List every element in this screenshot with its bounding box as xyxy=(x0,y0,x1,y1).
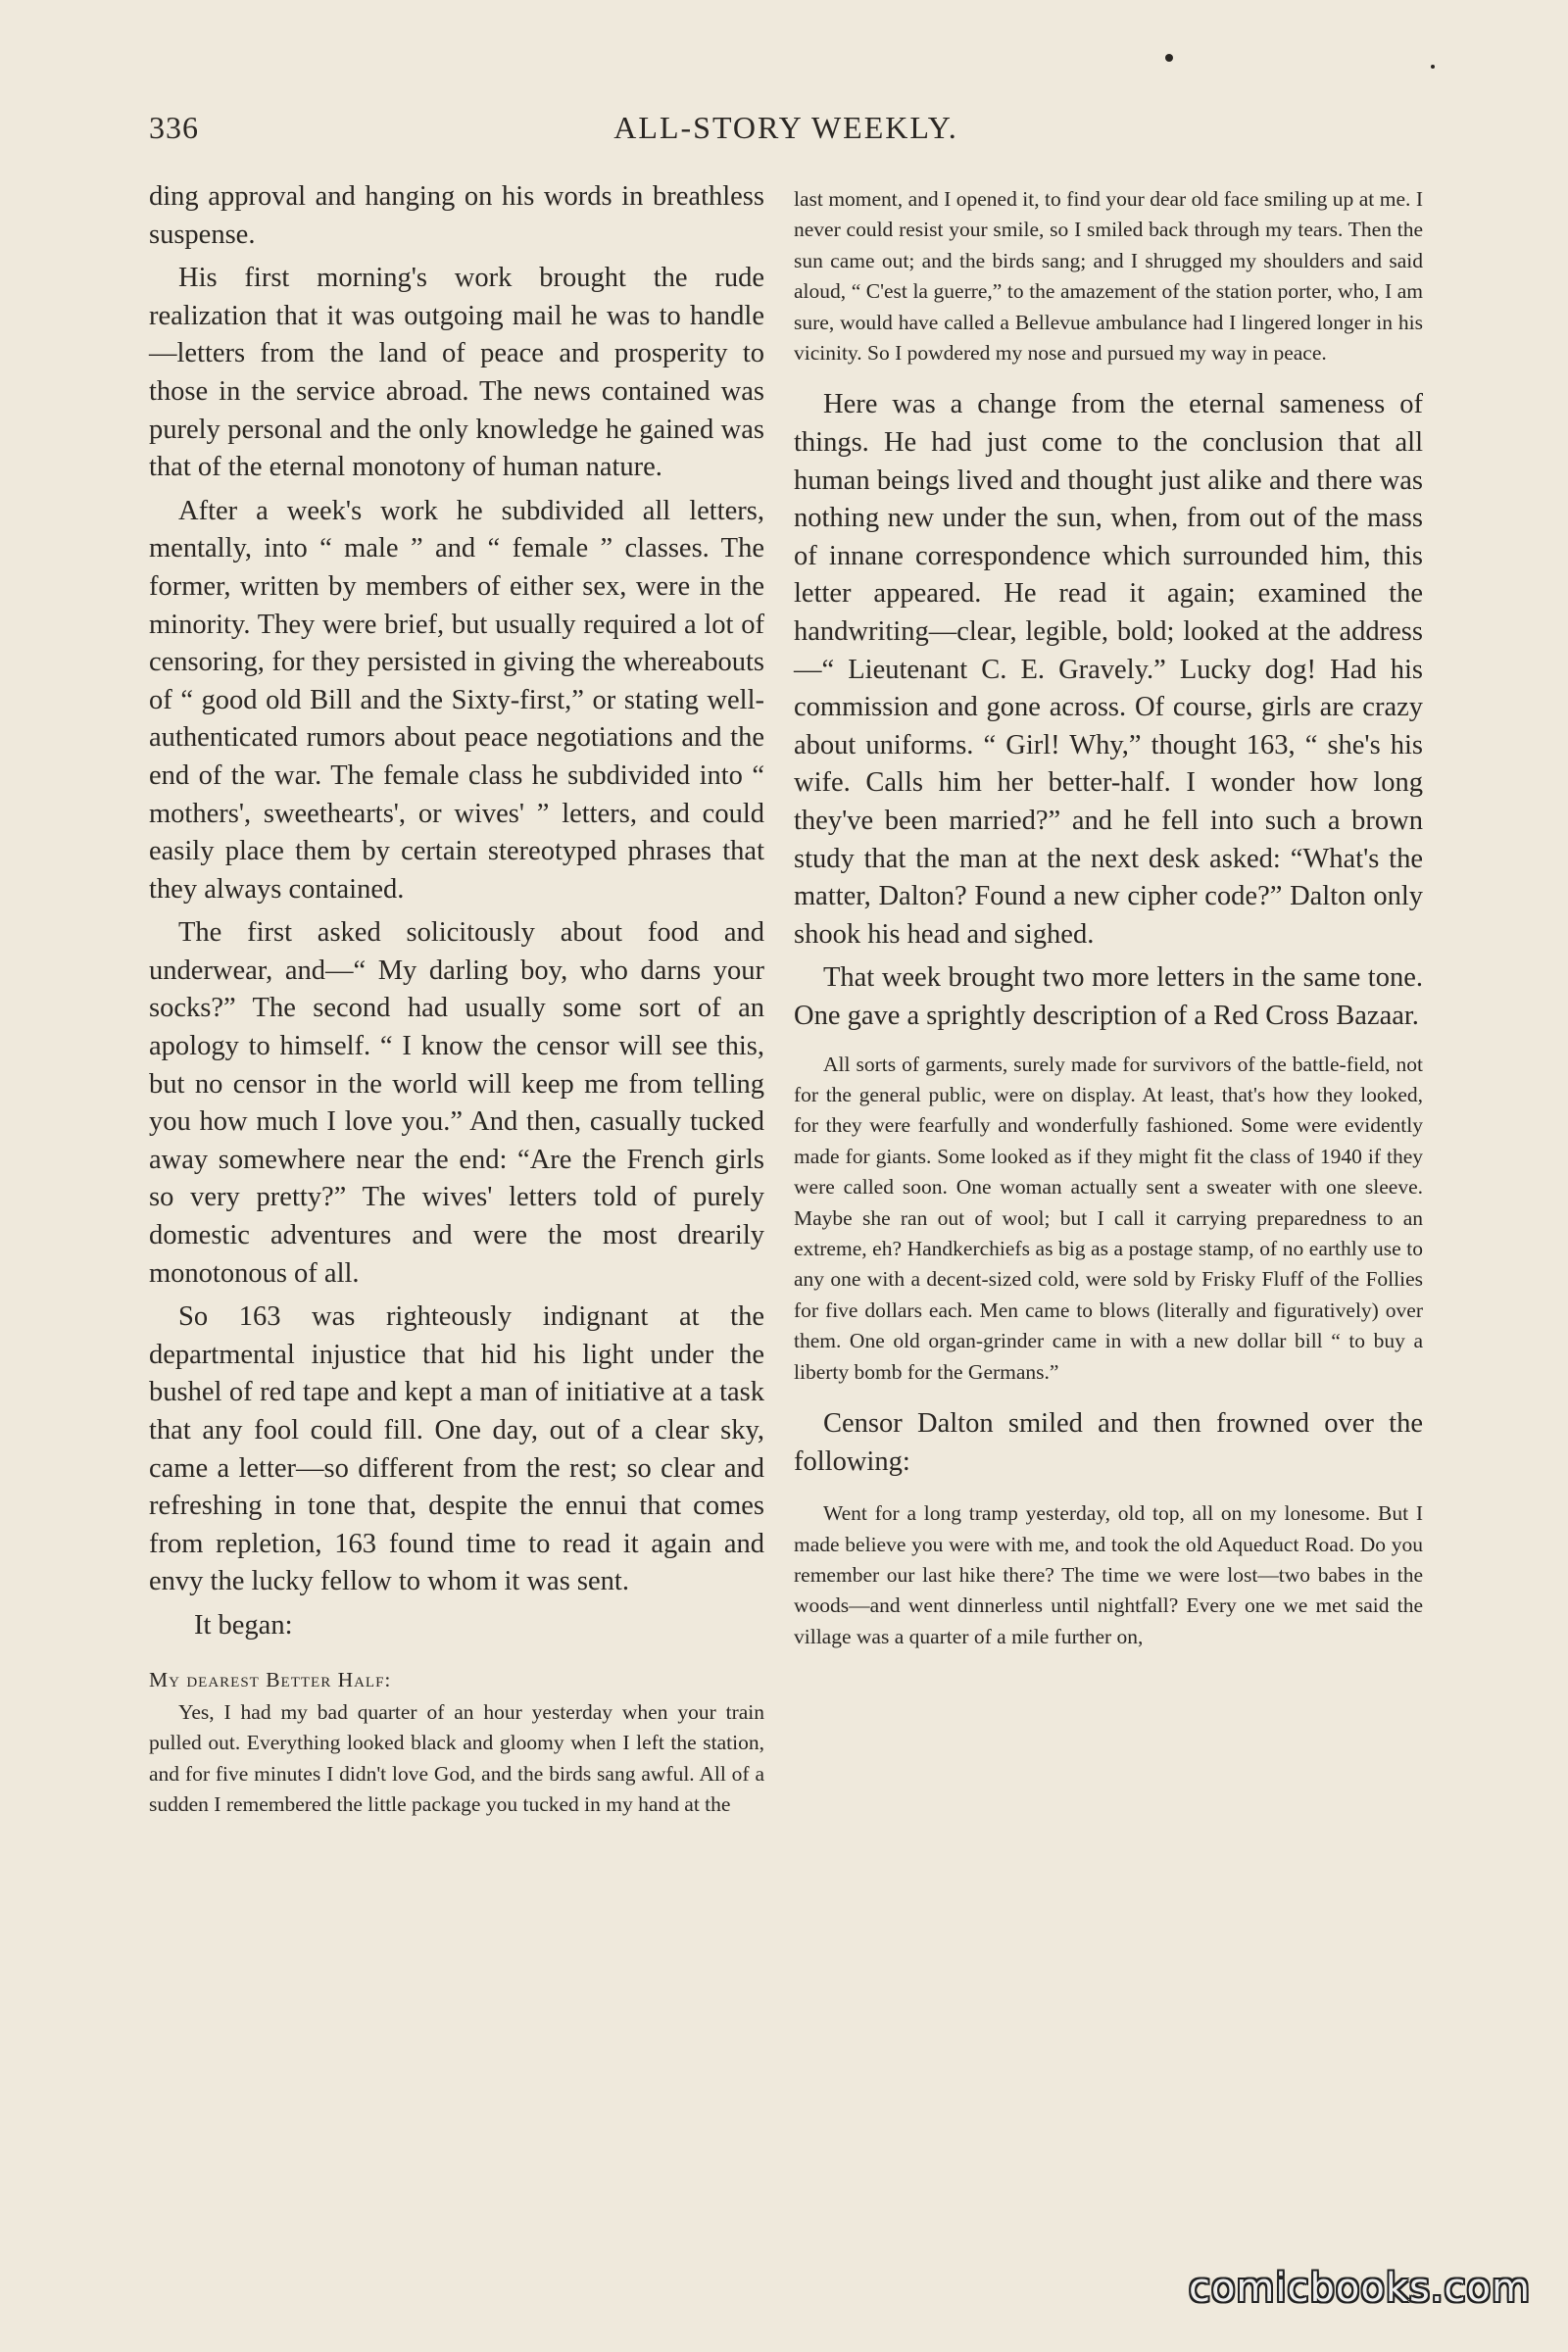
left-column xyxy=(149,178,764,1821)
ink-speck xyxy=(1165,54,1173,62)
letter-excerpt: All sorts of garments, surely made for survivors of the battle-field, not for the general public, were on display. At least, that's how they looked, for they were fearfully and wonderfully fashioned. Some were evidently made for giants. Some looked as if they might fit the class of 1940 if they were called soon. One woman actually sent a sweater with one sleeve. Maybe she ran out of wool; but I call it carrying preparedness to an extreme, eh? Handkerchiefs as big as a postage stamp, of no earthly use to any one with a decent-sized cold, were sold by Frisky Fluff of the Follies for five dollars each. Men came to blows (literally and figuratively) over them. One old organ-grinder came in with a new dollar bill “ to buy a liberty bomb for the Germans.” xyxy=(794,1052,1423,1384)
letter-excerpt: last moment, and I opened it, to find your dear old face smiling up at me. I never could resist your smile, so I smiled back through my tears. Then the sun came out; and the birds sang; and I shrugged my shoulders and said aloud, “ C'est la guerre,” to the amazement of the station porter, who, I am sure, would have called a Bellevue ambulance had I lingered longer in his vicinity. So I powdered my nose and pursued my way in peace. xyxy=(794,187,1423,366)
paragraph: Here was a change from the eternal sameness of things. He had just come to the conclusion that all human beings lived and thought just alike and there was nothing new under the sun, when, from out of the mass of innane correspondence which surrounded him, this letter appeared. He read it again; examined the handwriting—clear, legible, bold; looked at the address—“ Lieutenant C. E. Gravely.” Lucky dog! Had his commission and gone across. Of course, girls are crazy about uniforms. “ Girl! Why,” thought 163, “ she's his wife. Calls him her better-half. I wonder how long they've been married?” and he fell into such a brown study that the man at the next desk asked: “What's the matter, Dalton? Found a new cipher code?” Dalton only shook his head and sighed. xyxy=(794,389,1423,950)
running-title: ALL-STORY WEEKLY. xyxy=(613,110,958,145)
ink-speck xyxy=(1431,65,1435,69)
letter-salutation: My dearest Better Half: xyxy=(149,1667,392,1691)
page-number: 336 xyxy=(149,110,199,145)
page-header xyxy=(149,110,1423,153)
paragraph: ding approval and hanging on his words in breathless suspense. xyxy=(149,181,764,250)
paragraph: So 163 was righteously indignant at the departmental injustice that hid his light under the bushel of red tape and kept a man of initiative at a task that any fool could fill. One day, out of a clear sky, came a letter—so different from the rest; so clear and refreshing in tone that, despite the ennui that comes from repletion, 163 found time to read it again and envy the lucky fellow to whom it was sent. xyxy=(149,1301,764,1597)
paragraph: That week brought two more letters in the same tone. One gave a sprightly description of a Red Cross Bazaar. xyxy=(794,962,1423,1031)
letter-excerpt: Went for a long tramp yesterday, old top, all on my lonesome. But I made believe you were with me, and took the old Aqueduct Road. Do you remember our last hike there? The time we were lost—two babes in the woods—and went dinnerless until nightfall? Every one we met said the village was a quarter of a mile further on, xyxy=(794,1501,1423,1648)
paragraph: The first asked solicitously about food and underwear, and—“ My darling boy, who darns your socks?” The second had usually some sort of an apology to himself. “ I know the censor will see this, but no censor in the world will keep me from telling you how much I love you.” And then, casually tucked away somewhere near the end: “Are the French girls so very pretty?” The wives' letters told of purely domestic adventures and were the most drearily monotonous of all. xyxy=(149,917,764,1289)
right-column xyxy=(794,184,1423,1652)
paragraph: His first morning's work brought the rude realization that it was outgoing mail he was to handle—letters from the land of peace and prosperity to those in the service abroad. The news contained was purely personal and the only knowledge he gained was that of the eternal monotony of human nature. xyxy=(149,263,764,483)
watermark-logo: comicbooks.com xyxy=(1188,2266,1531,2311)
paragraph: It began: xyxy=(194,1609,293,1641)
paragraph: After a week's work he subdivided all letters, mentally, into “ male ” and “ female ” classes. The former, written by members of either sex, were in the minority. They were brief, but usually required a lot of censoring, for they persisted in giving the whereabouts of “ good old Bill and the Sixty-first,” or stating well-authenticated rumors about peace negotiations and the end of the war. The female class he subdivided into “ mothers', sweethearts', or wives' ” letters, and could easily place them by certain stereotyped phrases that they always contained. xyxy=(149,495,764,905)
paragraph: Censor Dalton smiled and then frowned over the following: xyxy=(794,1408,1423,1477)
letter-excerpt: Yes, I had my bad quarter of an hour yesterday when your train pulled out. Everything looked black and gloomy when I left the station, and for five minutes I didn't love God, and the birds sang awful. All of a sudden I remembered the little package you tucked in my hand at the xyxy=(149,1699,764,1817)
